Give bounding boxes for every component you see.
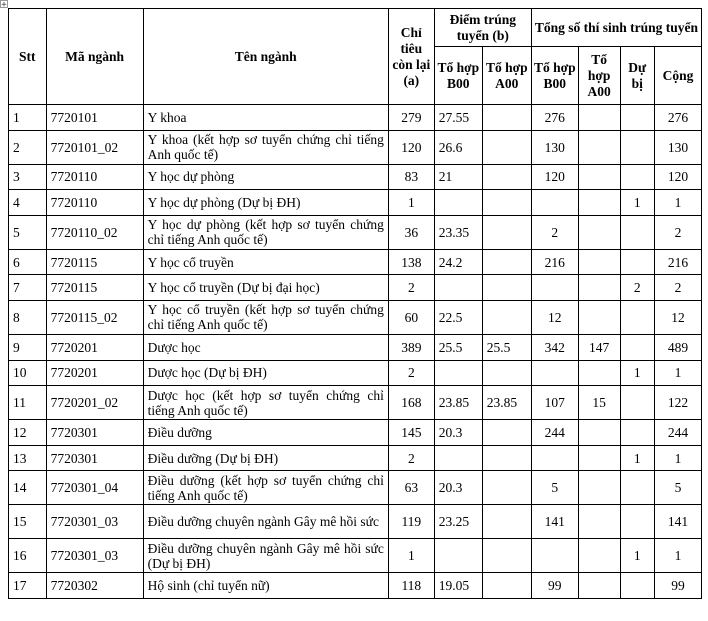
cell-diem-a00: 23.85 [482, 386, 531, 420]
cell-stt: 17 [9, 573, 47, 599]
cell-ts-a00 [578, 360, 620, 386]
cell-diem-b00: 23.85 [434, 386, 482, 420]
cell-cong: 99 [654, 573, 701, 599]
cell-du-bi [620, 300, 654, 334]
cell-ts-a00 [578, 215, 620, 249]
cell-ten-nganh: Dược học (kết hợp sơ tuyển chứng chỉ tiếng Anh quốc tế) [143, 386, 388, 420]
cell-stt: 13 [9, 445, 47, 471]
cell-diem-b00 [434, 360, 482, 386]
cell-ts-a00 [578, 505, 620, 539]
cell-du-bi [620, 420, 654, 446]
table-row [9, 539, 702, 573]
cell-ten-nganh: Điều dưỡng (kết hợp sơ tuyển chứng chỉ tiếng Anh quốc tế) [143, 471, 388, 505]
cell-ts-b00: 99 [531, 573, 578, 599]
cell-ts-b00: 2 [531, 215, 578, 249]
cell-chi-tieu: 279 [388, 105, 434, 131]
cell-diem-a00 [482, 539, 531, 573]
cell-ts-a00 [578, 105, 620, 131]
cell-diem-a00 [482, 420, 531, 446]
cell-ma-nganh: 7720110 [46, 164, 143, 190]
cell-ts-a00 [578, 471, 620, 505]
cell-du-bi [620, 505, 654, 539]
cell-ts-b00: 12 [531, 300, 578, 334]
cell-ma-nganh: 7720301 [46, 445, 143, 471]
header-cong: Cộng [654, 47, 701, 105]
cell-ts-b00: 120 [531, 164, 578, 190]
cell-diem-a00 [482, 573, 531, 599]
table-row [9, 334, 702, 360]
header-diem-trung-tuyen: Điểm trúng tuyển (b) [434, 9, 531, 47]
cell-diem-a00 [482, 505, 531, 539]
cell-ten-nganh: Y khoa [143, 105, 388, 131]
cell-cong: 489 [654, 334, 701, 360]
cell-ts-a00 [578, 249, 620, 275]
cell-stt: 14 [9, 471, 47, 505]
cell-diem-b00: 23.25 [434, 505, 482, 539]
cell-ten-nganh: Điều dưỡng chuyên ngành Gây mê hồi sức (Dự bị ĐH) [143, 539, 388, 573]
cell-ma-nganh: 7720115_02 [46, 300, 143, 334]
cell-stt: 11 [9, 386, 47, 420]
table-row [9, 445, 702, 471]
cell-cong: 216 [654, 249, 701, 275]
cell-diem-a00 [482, 190, 531, 216]
cell-ma-nganh: 7720110 [46, 190, 143, 216]
cell-ts-b00: 141 [531, 505, 578, 539]
cell-ten-nganh: Y học cổ truyền (kết hợp sơ tuyển chứng chỉ tiếng Anh quốc tế) [143, 300, 388, 334]
cell-du-bi: 1 [620, 360, 654, 386]
cell-ts-b00 [531, 275, 578, 301]
cell-ma-nganh: 7720101 [46, 105, 143, 131]
table-row [9, 164, 702, 190]
cell-du-bi: 1 [620, 445, 654, 471]
cell-diem-b00 [434, 190, 482, 216]
header-diem-b00: Tổ hợp B00 [434, 47, 482, 105]
table-row [9, 386, 702, 420]
cell-du-bi [620, 249, 654, 275]
cell-ts-a00 [578, 300, 620, 334]
cell-ma-nganh: 7720301 [46, 420, 143, 446]
cell-stt: 16 [9, 539, 47, 573]
cell-ten-nganh: Điều dưỡng (Dự bị ĐH) [143, 445, 388, 471]
cell-cong: 244 [654, 420, 701, 446]
cell-diem-b00: 24.2 [434, 249, 482, 275]
cell-chi-tieu: 1 [388, 539, 434, 573]
cell-stt: 9 [9, 334, 47, 360]
cell-diem-a00 [482, 130, 531, 164]
cell-diem-a00 [482, 249, 531, 275]
cell-ts-a00: 15 [578, 386, 620, 420]
table-row [9, 105, 702, 131]
cell-diem-a00 [482, 360, 531, 386]
cell-stt: 2 [9, 130, 47, 164]
cell-diem-b00: 26.6 [434, 130, 482, 164]
cell-cong: 122 [654, 386, 701, 420]
cell-du-bi [620, 105, 654, 131]
cell-diem-a00 [482, 275, 531, 301]
cell-stt: 5 [9, 215, 47, 249]
cell-diem-a00 [482, 471, 531, 505]
header-stt: Stt [9, 9, 47, 105]
cell-stt: 6 [9, 249, 47, 275]
cell-ten-nganh: Y học dự phòng (kết hợp sơ tuyển chứng chỉ tiếng Anh quốc tế) [143, 215, 388, 249]
table-row [9, 420, 702, 446]
cell-cong: 1 [654, 190, 701, 216]
cell-ma-nganh: 7720201 [46, 334, 143, 360]
cell-cong: 120 [654, 164, 701, 190]
cell-diem-b00: 20.3 [434, 471, 482, 505]
cell-chi-tieu: 63 [388, 471, 434, 505]
header-diem-a00: Tổ hợp A00 [482, 47, 531, 105]
cell-cong: 130 [654, 130, 701, 164]
table-row [9, 215, 702, 249]
cell-stt: 4 [9, 190, 47, 216]
cell-cong: 1 [654, 539, 701, 573]
cell-ma-nganh: 7720201_02 [46, 386, 143, 420]
cell-cong: 2 [654, 275, 701, 301]
cell-diem-b00 [434, 539, 482, 573]
cell-ten-nganh: Điều dưỡng chuyên ngành Gây mê hồi sức [143, 505, 388, 539]
cell-diem-b00 [434, 275, 482, 301]
header-ts-a00: Tổ hợp A00 [578, 47, 620, 105]
cell-stt: 3 [9, 164, 47, 190]
cell-ten-nganh: Y khoa (kết hợp sơ tuyển chứng chỉ tiếng Anh quốc tế) [143, 130, 388, 164]
cell-stt: 7 [9, 275, 47, 301]
cell-diem-a00 [482, 300, 531, 334]
header-du-bi: Dự bị [620, 47, 654, 105]
cell-chi-tieu: 168 [388, 386, 434, 420]
cell-chi-tieu: 120 [388, 130, 434, 164]
cell-du-bi [620, 334, 654, 360]
cell-chi-tieu: 2 [388, 445, 434, 471]
table-row [9, 471, 702, 505]
table-move-handle[interactable]: + [1, 0, 7, 10]
cell-ma-nganh: 7720101_02 [46, 130, 143, 164]
cell-chi-tieu: 2 [388, 360, 434, 386]
cell-du-bi [620, 573, 654, 599]
header-ma-nganh: Mã ngành [46, 9, 143, 105]
header-chi-tieu: Chỉ tiêu còn lại (a) [388, 9, 434, 105]
cell-ts-a00 [578, 130, 620, 164]
cell-chi-tieu: 119 [388, 505, 434, 539]
cell-diem-a00 [482, 445, 531, 471]
cell-du-bi [620, 164, 654, 190]
cell-du-bi [620, 130, 654, 164]
cell-cong: 1 [654, 360, 701, 386]
cell-ts-a00 [578, 573, 620, 599]
cell-ts-a00 [578, 190, 620, 216]
table-row [9, 249, 702, 275]
cell-diem-b00: 23.35 [434, 215, 482, 249]
cell-chi-tieu: 138 [388, 249, 434, 275]
cell-chi-tieu: 118 [388, 573, 434, 599]
cell-chi-tieu: 36 [388, 215, 434, 249]
cell-ma-nganh: 7720110_02 [46, 215, 143, 249]
cell-chi-tieu: 1 [388, 190, 434, 216]
table-row [9, 275, 702, 301]
cell-du-bi [620, 386, 654, 420]
cell-cong: 276 [654, 105, 701, 131]
cell-ten-nganh: Y học dự phòng (Dự bị ĐH) [143, 190, 388, 216]
cell-ts-b00 [531, 360, 578, 386]
cell-ten-nganh: Dược học (Dự bị ĐH) [143, 360, 388, 386]
cell-ts-b00: 5 [531, 471, 578, 505]
cell-stt: 15 [9, 505, 47, 539]
cell-chi-tieu: 60 [388, 300, 434, 334]
cell-stt: 12 [9, 420, 47, 446]
cell-chi-tieu: 145 [388, 420, 434, 446]
cell-ten-nganh: Y học dự phòng [143, 164, 388, 190]
cell-ts-a00 [578, 539, 620, 573]
cell-diem-a00: 25.5 [482, 334, 531, 360]
cell-cong: 141 [654, 505, 701, 539]
cell-ts-a00 [578, 275, 620, 301]
cell-ma-nganh: 7720115 [46, 275, 143, 301]
cell-ten-nganh: Dược học [143, 334, 388, 360]
cell-ts-b00: 342 [531, 334, 578, 360]
cell-diem-b00: 27.55 [434, 105, 482, 131]
cell-ma-nganh: 7720301_03 [46, 505, 143, 539]
cell-diem-a00 [482, 105, 531, 131]
cell-ts-b00: 107 [531, 386, 578, 420]
cell-ten-nganh: Hộ sinh (chỉ tuyển nữ) [143, 573, 388, 599]
cell-ts-b00: 244 [531, 420, 578, 446]
cell-ts-b00 [531, 445, 578, 471]
cell-du-bi [620, 215, 654, 249]
header-ten-nganh: Tên ngành [143, 9, 388, 105]
cell-ts-b00 [531, 190, 578, 216]
cell-du-bi: 1 [620, 539, 654, 573]
cell-ma-nganh: 7720115 [46, 249, 143, 275]
cell-ma-nganh: 7720302 [46, 573, 143, 599]
cell-cong: 2 [654, 215, 701, 249]
cell-ts-b00: 130 [531, 130, 578, 164]
cell-ten-nganh: Y học cổ truyền [143, 249, 388, 275]
cell-ma-nganh: 7720301_03 [46, 539, 143, 573]
cell-diem-b00 [434, 445, 482, 471]
cell-du-bi: 1 [620, 190, 654, 216]
cell-chi-tieu: 83 [388, 164, 434, 190]
cell-stt: 10 [9, 360, 47, 386]
cell-ten-nganh: Điều dưỡng [143, 420, 388, 446]
cell-ts-a00 [578, 445, 620, 471]
cell-ten-nganh: Y học cổ truyền (Dự bị đại học) [143, 275, 388, 301]
table-row [9, 360, 702, 386]
cell-stt: 8 [9, 300, 47, 334]
cell-ma-nganh: 7720301_04 [46, 471, 143, 505]
cell-ts-b00: 276 [531, 105, 578, 131]
cell-chi-tieu: 2 [388, 275, 434, 301]
header-ts-b00: Tổ hợp B00 [531, 47, 578, 105]
cell-du-bi: 2 [620, 275, 654, 301]
table-row [9, 573, 702, 599]
cell-ts-a00 [578, 164, 620, 190]
cell-diem-b00: 19.05 [434, 573, 482, 599]
cell-diem-a00 [482, 164, 531, 190]
cell-stt: 1 [9, 105, 47, 131]
cell-cong: 12 [654, 300, 701, 334]
cell-ts-b00 [531, 539, 578, 573]
admission-results-table [8, 8, 702, 599]
cell-ts-a00: 147 [578, 334, 620, 360]
cell-ma-nganh: 7720201 [46, 360, 143, 386]
cell-diem-b00: 20.3 [434, 420, 482, 446]
cell-diem-b00: 21 [434, 164, 482, 190]
header-tong-so-thi-sinh: Tổng số thí sinh trúng tuyển [531, 9, 701, 47]
cell-du-bi [620, 471, 654, 505]
cell-ts-a00 [578, 420, 620, 446]
cell-diem-b00: 22.5 [434, 300, 482, 334]
table-row [9, 505, 702, 539]
table-row [9, 130, 702, 164]
cell-chi-tieu: 389 [388, 334, 434, 360]
table-row [9, 190, 702, 216]
cell-diem-b00: 25.5 [434, 334, 482, 360]
table-row [9, 300, 702, 334]
cell-cong: 5 [654, 471, 701, 505]
cell-diem-a00 [482, 215, 531, 249]
cell-ts-b00: 216 [531, 249, 578, 275]
cell-cong: 1 [654, 445, 701, 471]
